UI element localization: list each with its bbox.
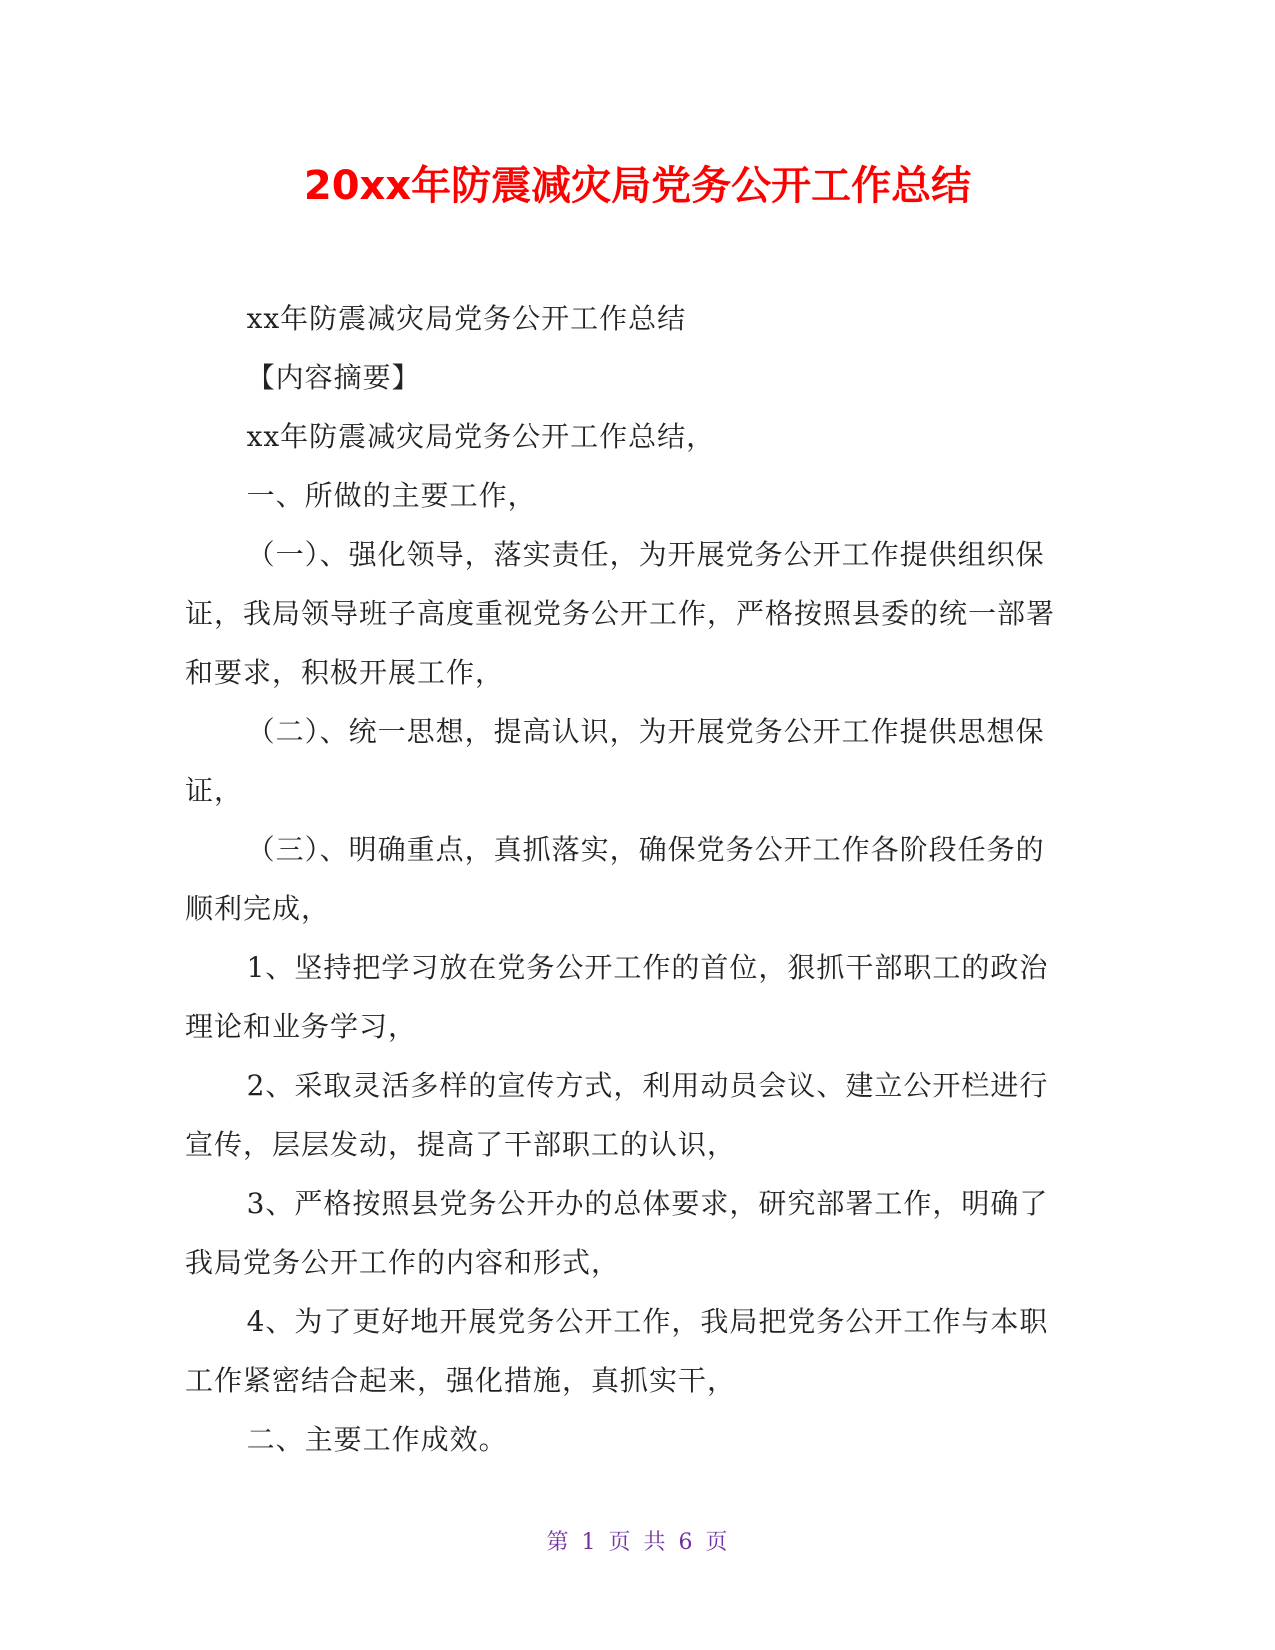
footer-page-unit: 页	[608, 1530, 632, 1555]
paragraph-point-1: 1、坚持把学习放在党务公开工作的首位，狠抓干部职工的政治理论和业务学习，	[185, 951, 1049, 1043]
paragraph-point-4: 4、为了更好地开展党务公开工作，我局把党务公开工作与本职工作紧密结合起来，强化措施，真抓实干，	[185, 1305, 1049, 1397]
paragraph-section-2: 二、主要工作成效。	[246, 1423, 508, 1456]
paragraph-item-3: （三）、明确重点，真抓落实，确保党务公开工作各阶段任务的顺利完成，	[185, 833, 1045, 925]
paragraph-point-2: 2、采取灵活多样的宣传方式，利用动员会议、建立公开栏进行宣传，层层发动，提高了干部职工的认识，	[185, 1069, 1049, 1161]
paragraph-item-2: （二）、统一思想，提高认识，为开展党务公开工作提供思想保证，	[185, 715, 1045, 807]
document-body	[185, 289, 1065, 1469]
paragraph-point-3: 3、严格按照县党务公开办的总体要求，研究部署工作，明确了我局党务公开工作的内容和形式，	[185, 1187, 1049, 1279]
footer-total-pages: 6	[678, 1530, 694, 1555]
paragraph-section-1: 一、所做的主要工作，	[246, 479, 537, 512]
paragraph-item-1: （一）、强化领导，落实责任，为开展党务公开工作提供组织保证，我局领导班子高度重视党务公开工作，严格按照县委的统一部署和要求，积极开展工作，	[185, 538, 1056, 689]
paragraph-subtitle: xx年防震减灾局党务公开工作总结	[246, 302, 687, 335]
page-footer	[0, 1525, 1275, 1556]
paragraph-summary: xx年防震减灾局党务公开工作总结，	[246, 420, 716, 453]
footer-total-unit: 页	[705, 1530, 729, 1555]
paragraph-summary-label: 【内容摘要】	[246, 361, 421, 394]
footer-page-number: 1	[581, 1530, 597, 1555]
footer-page-label: 第	[546, 1530, 570, 1555]
footer-total-label: 共	[643, 1530, 667, 1555]
document-title: 20xx年防震减灾局党务公开工作总结	[303, 163, 972, 209]
